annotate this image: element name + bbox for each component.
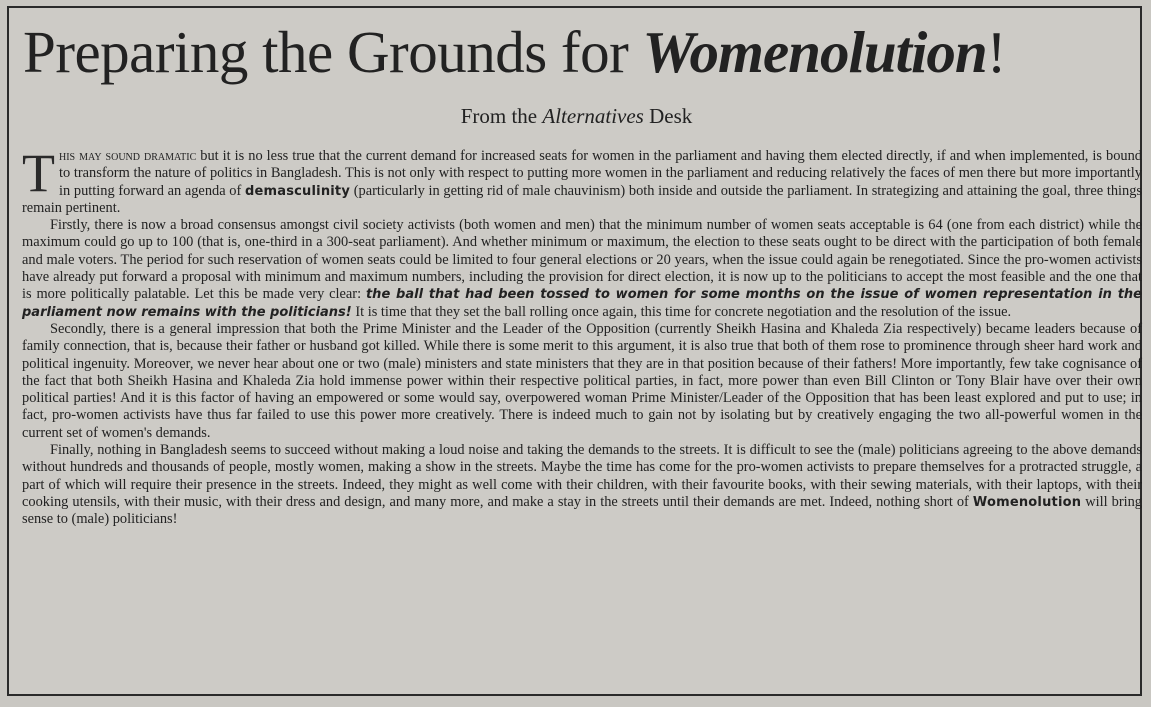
paragraph-4 xyxy=(22,442,1142,528)
paragraph-1-text-b: (particularly in getting rid of male chauvinism) both inside and outside the parliament. In strategizing and attaining the goal, three things remain pertinent. xyxy=(22,182,1142,216)
article-frame xyxy=(7,6,1142,696)
paragraph-1-bold: demasculinity xyxy=(244,183,351,199)
paragraph-4-text-b: will bring sense to (male) politicians! xyxy=(22,493,1142,528)
paragraph-2-text-b: It is time that they set the ball rolling once again, this time for concrete negotiation and the resolution of the issue. xyxy=(351,303,1012,320)
paragraph-1 xyxy=(22,143,1143,217)
paragraph-2-text-a: Firstly, there is now a broad consensus amongst civil society activists (both women and men) that the minimum number of women seats acceptable is 64 (one from each district) while the maximum could go up to 100 (that is, one-third in a 300-seat parliament). And whether minimum or maximum, the election to these seats ought to be direct with the participation of both female and male voters. The period for such reservation of women seats could be limited to four general elections or 20 years, when the issue could again be renegotiated. Since the pro-women activists have already put forward a proposal with minimum and maximum numbers, including the provision for direct election, it is now up to the politicians to accept the most feasible and the one that is more politically palatable. Let this be made very clear: xyxy=(22,217,1142,303)
subtitle-italic: Alternatives xyxy=(542,104,644,128)
subtitle-pre: From the xyxy=(460,104,543,128)
drop-cap: T xyxy=(22,143,55,203)
paragraph-2 xyxy=(22,217,1142,321)
paragraph-1-text-a: but it is no less true that the current demand for increased seats for women in the parliament and having them elected directly, if and when implemented, is bound to transform the nature of politics in Bangladesh. This is not only with respect to putting more women in the parliament and reducing relatively the faces of men there but more importantly in putting forward an agenda of xyxy=(59,148,1143,199)
paragraph-4-text-a: Finally, nothing in Bangladesh seems to succeed without making a loud noise and taking the demands to the streets. It is difficult to see the (male) politicians agreeing to the above demands without hundreds and thousands of people, mostly women, making a show in the streets. Maybe the time has come for the pro-women activists to prepare themselves for a protracted struggle, a part of which will require their presence in the streets. Indeed, they might as well come with their children, with their favourite books, with their sewing materials, with their laptops, with their cooking utensils, with their music, with their dress and design, and many more, and make a stay in the streets until their demands are met. Indeed, nothing short of xyxy=(22,442,1142,510)
article-subtitle xyxy=(9,104,1144,128)
title-emphasis-text: Womenolution xyxy=(642,19,987,85)
title-main-text: Preparing the Grounds for xyxy=(23,19,643,85)
paragraph-3: Secondly, there is a general impression that both the Prime Minister and the Leader of the Opposition (currently Sheikh Hasina and Khaleda Zia respectively) became leaders because of family connection, that is, because their father or husband got killed. While there is some merit to this argument, it is also true that both of them rose to prominence through sheer hard work and political ingenuity. Moreover, we never hear about one or two (male) ministers and state ministers that they are in that position because of their fathers! More importantly, few take cognisance of the fact that both Sheikh Hasina and Khaleda Zia hold immense power within their respective political parties, in fact, more power than even Bill Clinton or Tony Blair have over their own political parties! And it is this factor of having an empowered or some would say, overpowered woman Prime Minister/Leader of the Opposition that has been least explored and put to use; in fact, pro-women activists have thus far failed to use this power more creatively. There is indeed much to gain not by isolating but by creatively engaging the two all-powerful women in the current set of women's demands. xyxy=(22,320,1142,441)
paragraph-4-bold: Womenolution xyxy=(972,494,1082,510)
title-end-text: ! xyxy=(986,19,1006,85)
article-body xyxy=(22,143,1143,529)
paragraph-2-bold: the ball that had been tossed to women for some months on the issue of women representation in the parliament now remains with the politicians! xyxy=(22,287,1142,320)
lead-in: his may sound dramatic xyxy=(59,148,197,164)
subtitle-post: Desk xyxy=(643,104,693,128)
article-title xyxy=(23,16,1133,88)
